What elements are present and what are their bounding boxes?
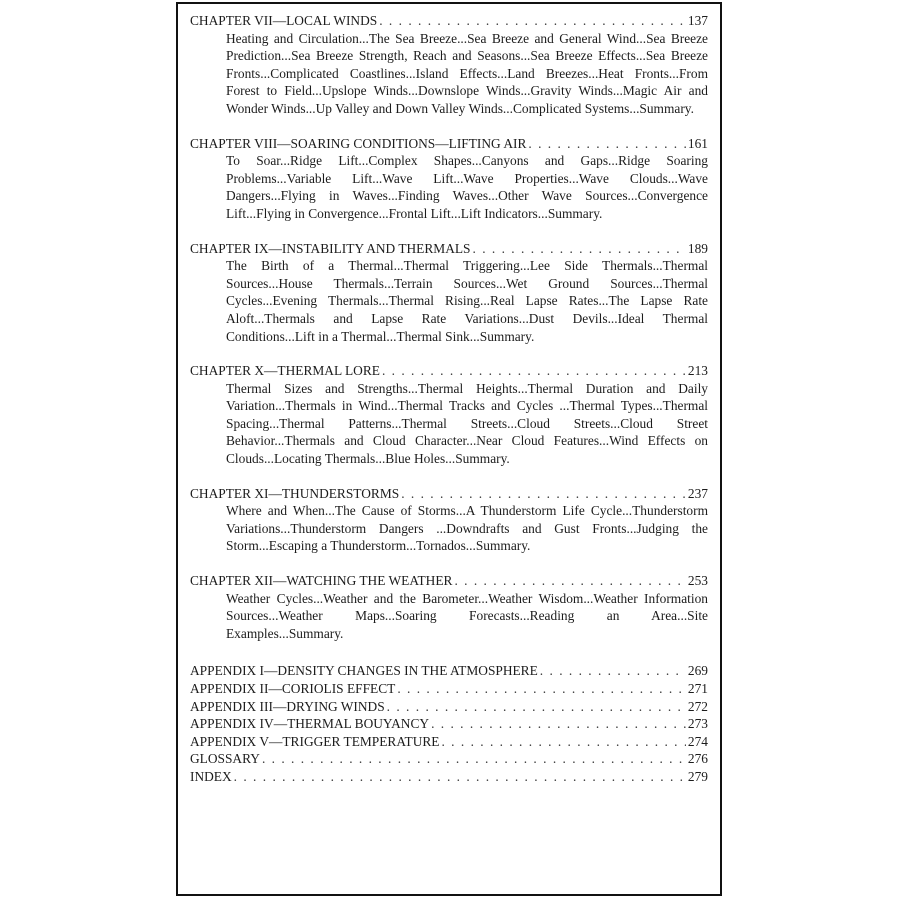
chapter-heading-line <box>190 362 708 380</box>
dot-leader <box>401 485 686 503</box>
chapter-summary: Heating and Circulation...The Sea Breeze...Sea Breeze and General Wind...Sea Breeze Prediction...Sea Breeze Strength, Reach and Seasons...Sea Breeze Effects...Sea Breeze Fronts...Complicated Coastlines...Island Effects...Land Breezes...Heat Fronts...From Forest to Field...Upslope Winds...Downslope Winds...Gravity Winds...Magic Air and Wonder Winds...Up Valley and Down Valley Winds...Complicated Systems...Summary. <box>226 30 708 116</box>
appendix-entry-5 <box>190 733 708 751</box>
dot-leader <box>540 662 686 680</box>
glossary-entry <box>190 750 708 768</box>
page-number: 276 <box>687 751 708 767</box>
table-of-contents <box>190 12 708 786</box>
appendix-entry-2 <box>190 680 708 698</box>
dot-leader <box>431 715 686 733</box>
appendix-title: APPENDIX III—DRYING WINDS <box>190 698 385 714</box>
chapter-summary: The Birth of a Thermal...Thermal Triggering...Lee Side Thermals...Thermal Sources...House Thermals...Terrain Sources...Wet Ground Sources...Thermal Cycles...Evening Thermals...Thermal Rising...Real Lapse Rates...The Lapse Rate Aloft...Thermals and Lapse Rate Variations...Dust Devils...Ideal Thermal Conditions...Lift in a Thermal...Thermal Sink...Summary. <box>226 258 708 344</box>
chapter-summary: Where and When...The Cause of Storms...A Thunderstorm Life Cycle...Thunderstorm Variations...Thunderstorm Dangers ...Downdrafts and Gust Fronts...Judging the Storm...Escaping a Thunderstorm...Tornados...Summary. <box>226 503 708 554</box>
dot-leader <box>473 240 686 258</box>
page-number: 279 <box>687 768 708 784</box>
chapter-heading-line <box>190 572 708 590</box>
chapter-8 <box>190 135 708 223</box>
index-title: INDEX <box>190 768 232 784</box>
page-number: 272 <box>687 698 708 714</box>
page-number: 189 <box>687 240 708 256</box>
appendix-entry-1 <box>190 662 708 680</box>
chapter-title: CHAPTER IX—INSTABILITY AND THERMALS <box>190 240 471 256</box>
chapter-heading-line <box>190 485 708 503</box>
page-number: 273 <box>687 716 708 732</box>
chapter-title: CHAPTER VII—LOCAL WINDS <box>190 13 378 28</box>
chapter-12 <box>190 572 708 642</box>
chapter-summary: Weather Cycles...Weather and the Barometer...Weather Wisdom...Weather Information Sources...Weather Maps...Soaring Forecasts...Reading an Area...Site Examples...Summary. <box>226 590 708 641</box>
dot-leader <box>528 135 686 153</box>
appendix-title: APPENDIX I—DENSITY CHANGES IN THE ATMOSPHERE <box>190 663 538 679</box>
chapter-heading-line <box>190 240 708 258</box>
dot-leader <box>262 750 686 768</box>
page-number: 137 <box>687 13 708 28</box>
page-number: 161 <box>687 135 708 151</box>
dot-leader <box>441 733 685 751</box>
chapter-9 <box>190 240 708 346</box>
page-number: 269 <box>687 663 708 679</box>
chapter-summary: Thermal Sizes and Strengths...Thermal Heights...Thermal Duration and Daily Variation...Thermals in Wind...Thermal Tracks and Cycles ...Thermal Types...Thermal Spacing...Thermal Patterns...Thermal Streets...Cloud Streets...Cloud Street Behavior...Thermals and Cloud Character...Near Cloud Features...Wind Effects on Clouds...Locating Thermals...Blue Holes...Summary. <box>226 380 708 467</box>
book-page <box>176 2 722 896</box>
chapter-heading-line <box>190 135 708 153</box>
chapter-title: CHAPTER VIII—SOARING CONDITIONS—LIFTING AIR <box>190 135 527 151</box>
appendix-entry-4 <box>190 715 708 733</box>
appendix-list <box>190 662 708 785</box>
chapter-summary: To Soar...Ridge Lift...Complex Shapes...Canyons and Gaps...Ridge Soaring Problems...Variable Lift...Wave Lift...Wave Properties...Wave Clouds...Wave Dangers...Flying in Waves...Finding Waves...Other Wave Sources...Convergence Lift...Flying in Convergence...Frontal Lift...Lift Indicators...Summary. <box>226 153 708 221</box>
dot-leader <box>454 572 685 590</box>
chapter-heading-line <box>190 12 708 30</box>
chapter-7 <box>190 12 708 118</box>
index-entry <box>190 768 708 786</box>
appendix-title: APPENDIX IV—THERMAL BOUYANCY <box>190 716 430 732</box>
page-number: 274 <box>687 733 708 749</box>
chapter-11 <box>190 485 708 555</box>
appendix-title: APPENDIX V—TRIGGER TEMPERATURE <box>190 733 440 749</box>
glossary-title: GLOSSARY <box>190 751 260 767</box>
dot-leader <box>382 362 686 380</box>
page-number: 271 <box>687 681 708 696</box>
page-number: 253 <box>687 573 708 589</box>
chapter-title: CHAPTER XI—THUNDERSTORMS <box>190 485 400 501</box>
dot-leader <box>397 680 686 698</box>
chapter-title: CHAPTER X—THERMAL LORE <box>190 363 380 379</box>
chapter-10 <box>190 362 708 468</box>
dot-leader <box>379 12 686 30</box>
page-number: 237 <box>687 485 708 501</box>
appendix-entry-3 <box>190 698 708 716</box>
chapter-title: CHAPTER XII—WATCHING THE WEATHER <box>190 573 453 589</box>
dot-leader <box>234 768 686 786</box>
appendix-title: APPENDIX II—CORIOLIS EFFECT <box>190 681 396 696</box>
page-number: 213 <box>687 363 708 379</box>
dot-leader <box>387 698 686 716</box>
